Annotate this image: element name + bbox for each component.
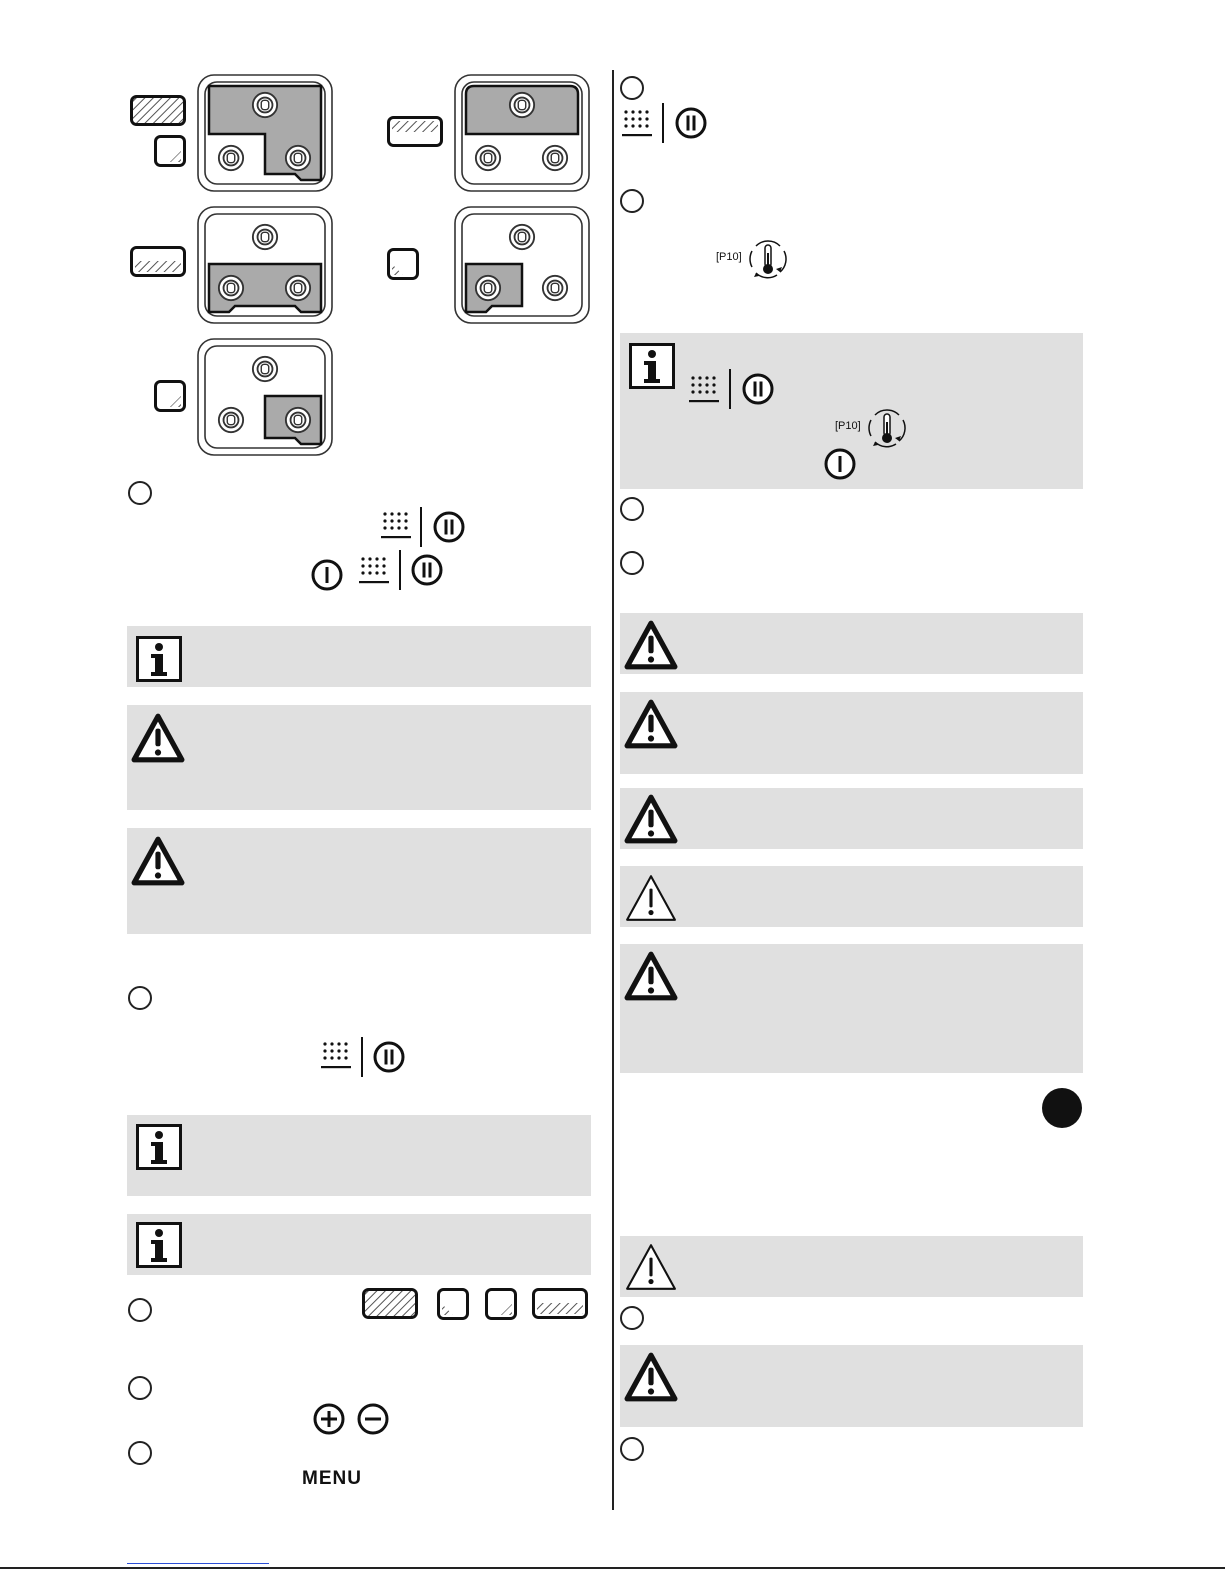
parameter-code-label: [P10] (716, 251, 742, 263)
zone-key-wide-hatched-top[interactable] (387, 116, 443, 148)
thermometer-cycle-icon (865, 406, 909, 450)
bridge-grid-icon (380, 510, 412, 542)
caution-note-box (620, 1236, 1083, 1297)
warning-note-box (620, 1345, 1083, 1427)
zone-key-wide-hatched-bottom[interactable] (130, 246, 186, 278)
thermometer-cycle-icon (746, 237, 790, 281)
zone-key-small-hatched-left[interactable] (387, 248, 419, 280)
warning-icon (624, 1352, 678, 1402)
caution-icon (624, 873, 678, 923)
icon-separator (399, 550, 401, 590)
step-marker-5 (128, 1441, 152, 1465)
pause-button-icon[interactable] (741, 372, 775, 406)
hob-diagram-zone-l-shape (197, 74, 333, 192)
warning-note-box (620, 613, 1083, 674)
power-button-icon[interactable] (823, 447, 857, 481)
warning-note-box (620, 944, 1083, 1073)
warning-icon (624, 620, 678, 670)
zone-key-wide-hatched-bottom[interactable] (532, 1288, 588, 1320)
zone-key-small-hatched-left[interactable] (437, 1288, 469, 1320)
step-marker-7 (620, 189, 644, 213)
warning-icon (131, 713, 185, 763)
icon-separator (662, 103, 664, 143)
step-marker-3 (128, 1298, 152, 1322)
warning-note-box (127, 705, 591, 810)
zone-key-small-hatched-right[interactable] (154, 380, 186, 412)
pause-button-icon[interactable] (674, 106, 708, 140)
warning-note-box (127, 828, 591, 934)
warning-note-box (620, 692, 1083, 774)
footer-link-underline[interactable] (127, 1563, 269, 1564)
icon-separator (420, 507, 422, 547)
bridge-grid-icon (358, 555, 390, 587)
step-marker-4 (128, 1376, 152, 1400)
info-icon (136, 636, 182, 682)
hob-diagram-zone-bottom-right (197, 338, 333, 456)
hob-diagram-zone-top (454, 74, 590, 192)
zone-key-wide-hatched[interactable] (362, 1288, 418, 1320)
warning-icon (624, 951, 678, 1001)
step-marker-2 (128, 986, 152, 1010)
info-note-box (127, 1214, 591, 1275)
step-marker-1 (128, 481, 152, 505)
plus-button-icon[interactable] (312, 1402, 346, 1436)
footer-rule (0, 1567, 1225, 1569)
step-marker-8 (620, 497, 644, 521)
info-note-box (127, 626, 591, 687)
hob-diagram-zone-bottom-left (454, 206, 590, 324)
warning-icon (131, 836, 185, 886)
pause-button-icon[interactable] (410, 553, 444, 587)
bridge-grid-icon (688, 374, 720, 406)
warning-note-box (620, 788, 1083, 849)
minus-button-icon[interactable] (356, 1402, 390, 1436)
column-divider (612, 70, 614, 1510)
info-icon (136, 1124, 182, 1170)
info-icon (136, 1222, 182, 1268)
warning-icon (624, 699, 678, 749)
menu-key-label[interactable]: MENU (302, 1468, 362, 1489)
parameter-code-label: [P10] (835, 420, 861, 432)
hob-diagram-zone-bottom (197, 206, 333, 324)
caution-icon (624, 1242, 678, 1292)
zone-key-small-hatched-right[interactable] (485, 1288, 517, 1320)
pause-button-icon[interactable] (432, 510, 466, 544)
step-marker-10 (620, 1306, 644, 1330)
icon-separator (729, 369, 731, 409)
info-icon (629, 343, 675, 389)
bridge-grid-icon (621, 108, 653, 140)
section-marker-dot (1042, 1088, 1082, 1128)
info-note-box (127, 1115, 591, 1196)
step-marker-11 (620, 1437, 644, 1461)
icon-separator (361, 1037, 363, 1077)
bridge-grid-icon (320, 1040, 352, 1072)
step-marker-9 (620, 551, 644, 575)
zone-key-small-hatched[interactable] (154, 135, 186, 167)
step-marker-6 (620, 76, 644, 100)
warning-icon (624, 794, 678, 844)
zone-key-wide-hatched[interactable] (130, 95, 186, 127)
power-button-icon[interactable] (310, 558, 344, 592)
caution-note-box (620, 866, 1083, 927)
pause-button-icon[interactable] (372, 1040, 406, 1074)
